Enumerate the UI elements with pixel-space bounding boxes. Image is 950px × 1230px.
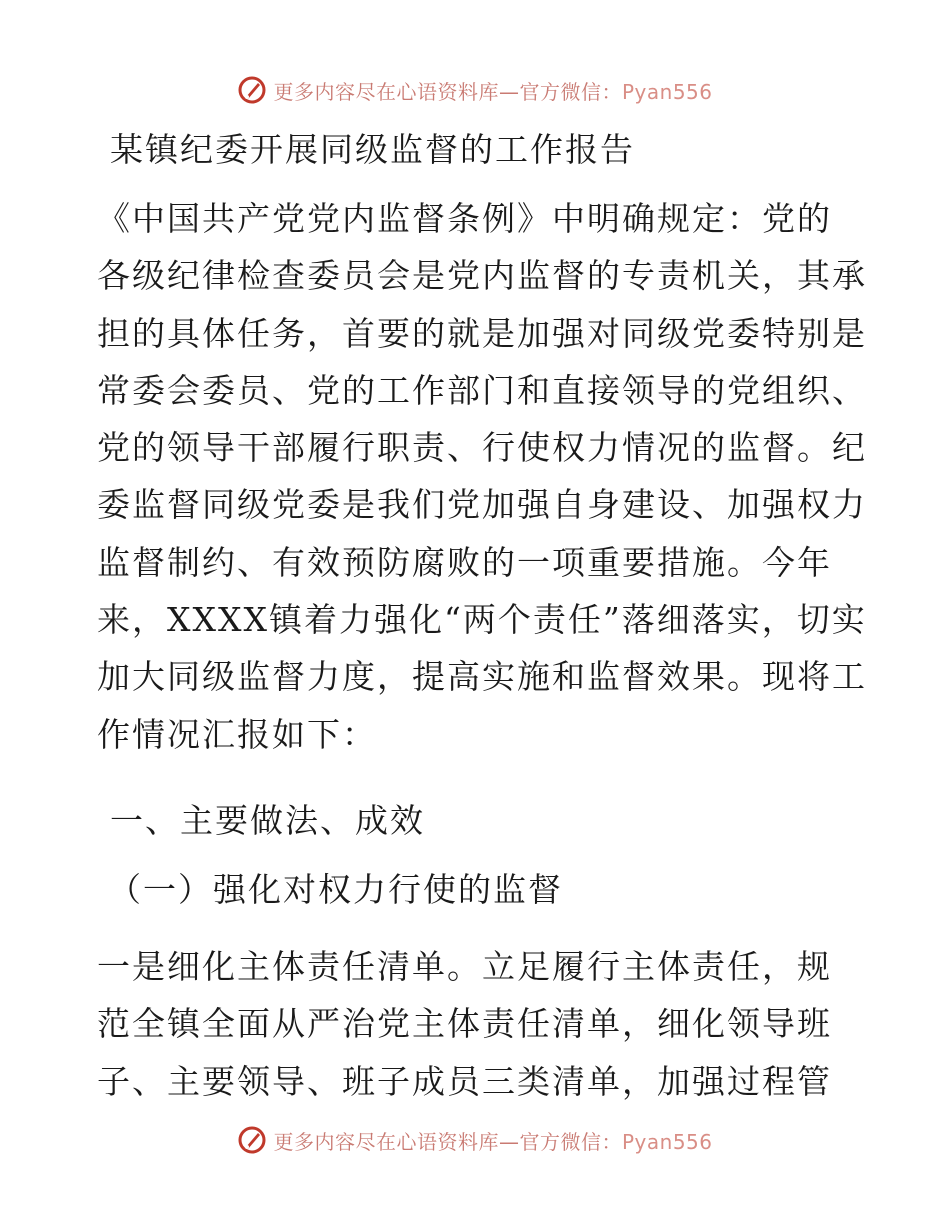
section-heading: 一、主要做法、成效: [110, 801, 425, 840]
paragraph-line: 监督制约、有效预防腐败的一项重要措施。今年: [97, 542, 832, 582]
paragraph-line: 党的领导干部履行职责、行使权力情况的监督。纪: [97, 428, 867, 468]
quill-logo-icon: [237, 1125, 267, 1155]
intro-paragraph: [97, 190, 867, 763]
document-title: 某镇纪委开展同级监督的工作报告: [110, 130, 635, 169]
paragraph-line: 范全镇全面从严治党主体责任清单，细化领导班: [97, 1004, 832, 1044]
watermark-footer: [0, 1120, 950, 1160]
watermark-text: 更多内容尽在心语资料库—官方微信：Pyan556: [273, 1129, 713, 1154]
paragraph-line: 常委会委员、党的工作部门和直接领导的党组织、: [97, 370, 867, 410]
watermark-text: 更多内容尽在心语资料库—官方微信：Pyan556: [273, 79, 713, 104]
paragraph-line: 加大同级监督力度，提高实施和监督效果。现将工: [97, 657, 867, 697]
watermark-header: [0, 70, 950, 110]
paragraph-line: 作情况汇报如下：: [97, 714, 377, 754]
paragraph-line: 一是细化主体责任清单。立足履行主体责任，规: [97, 947, 832, 986]
quill-logo-icon: [237, 75, 267, 105]
paragraph-line: 来，XXXX镇着力强化“两个责任”落细落实，切实: [97, 600, 867, 640]
paragraph-line: 子、主要领导、班子成员三类清单，加强过程管: [97, 1061, 832, 1101]
paragraph-line: 《中国共产党党内监督条例》中明确规定：党的: [97, 199, 832, 238]
paragraph-line: 各级纪律检查委员会是党内监督的专责机关，其承: [97, 256, 867, 296]
paragraph-line: 担的具体任务，首要的就是加强对同级党委特别是: [97, 313, 867, 353]
body-paragraph: [97, 938, 867, 1110]
subsection-heading: （一）强化对权力行使的监督: [108, 870, 563, 909]
paragraph-line: 委监督同级党委是我们党加强自身建设、加强权力: [97, 485, 867, 525]
